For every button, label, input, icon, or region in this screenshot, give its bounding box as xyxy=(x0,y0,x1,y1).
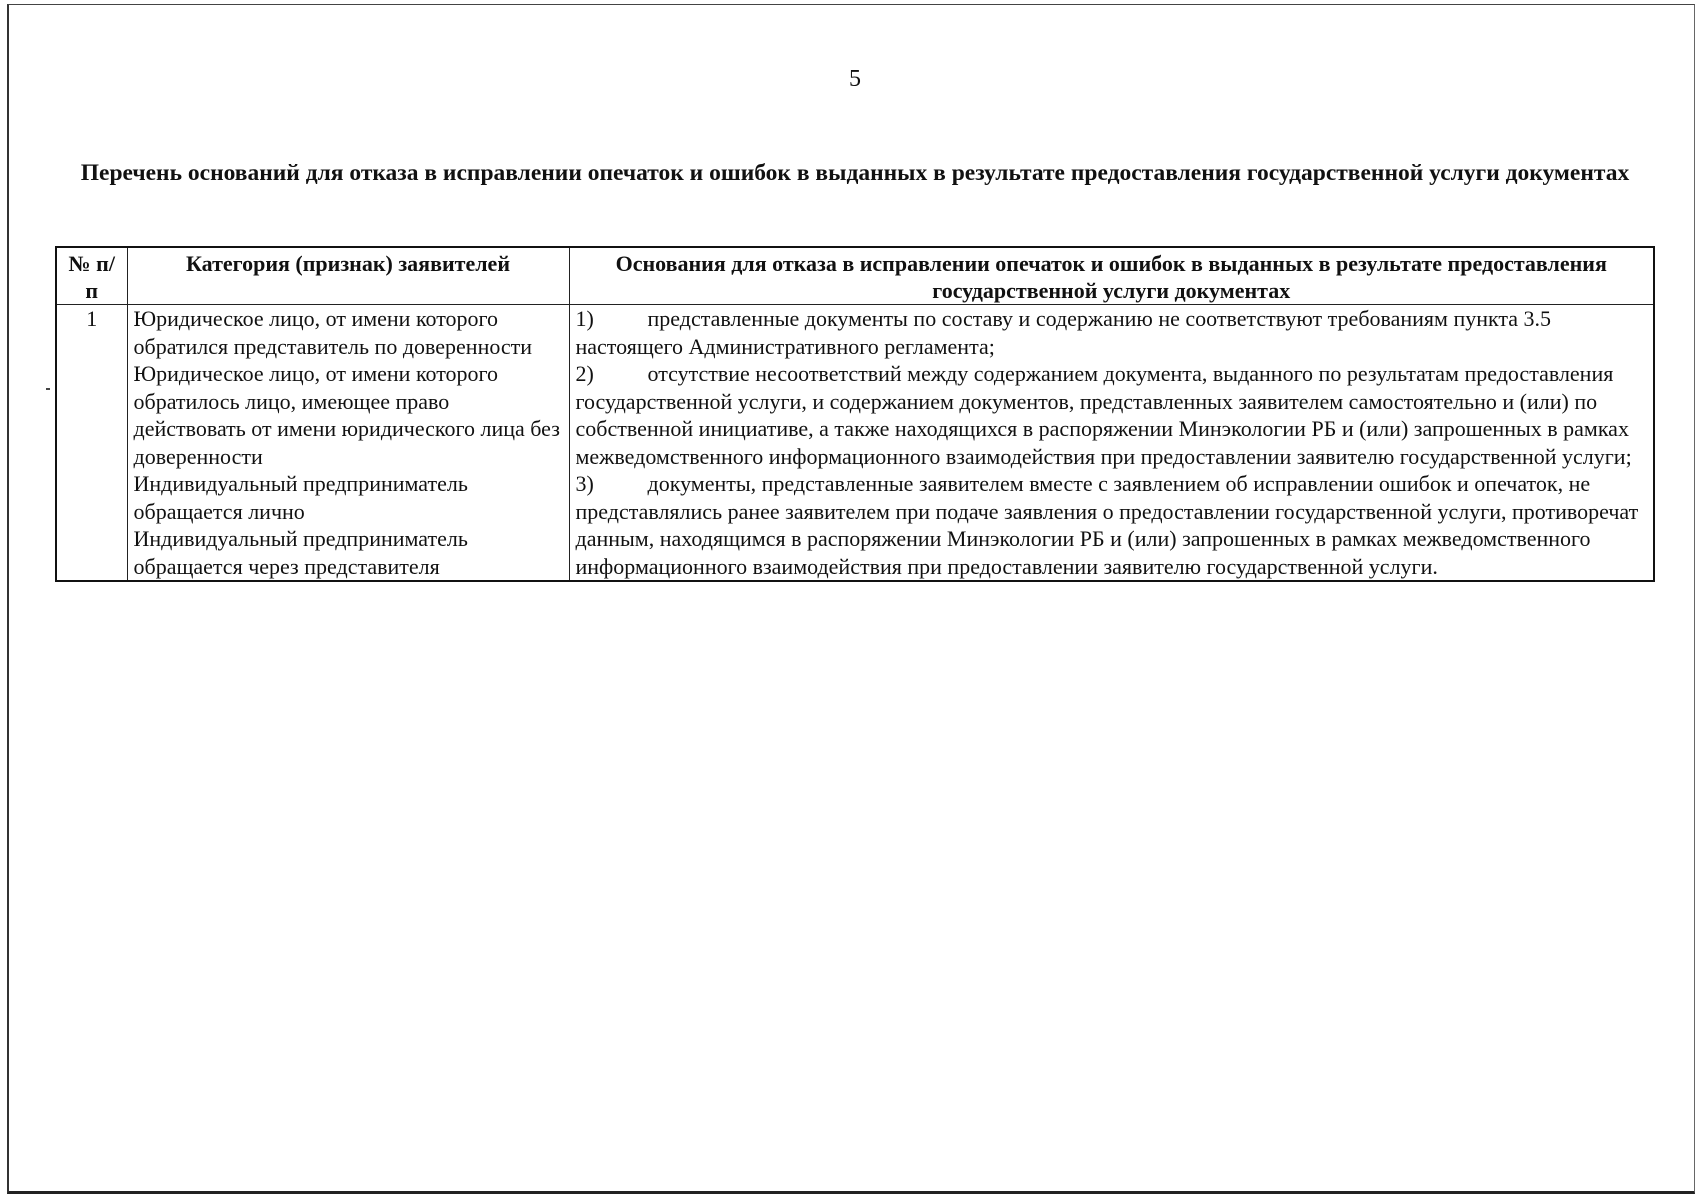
ground-item xyxy=(576,470,1648,580)
row-number: 1 xyxy=(56,305,127,582)
category-item: Индивидуальный предприниматель обращается лично xyxy=(133,471,468,524)
category-item: Юридическое лицо, от имени которого обратилось лицо, имеющее право действовать от имени юридического лица без доверенности xyxy=(133,361,560,469)
header-category: Категория (признак) заявителей xyxy=(127,247,569,305)
ground-marker: 2) xyxy=(575,361,594,386)
category-item: Индивидуальный предприниматель обращается через представителя xyxy=(133,526,468,579)
table-header-row xyxy=(56,247,1654,305)
category-item: Юридическое лицо, от имени которого обратился представитель по доверенности xyxy=(133,306,533,359)
applicant-categories xyxy=(127,305,569,582)
ground-text: документы, представленные заявителем вместе с заявлением об исправлении ошибок и опечаток, не представлялись ранее заявителем при подаче заявления о предоставлении государственной услуги, противоречат данным, находящимся в распоряжении Минэкологии РБ и (или) запрошенных в рамках межведомственного информационного взаимодействия при предоставлении заявителю государственной услуги. xyxy=(575,471,1639,579)
page-number: 5 xyxy=(849,66,861,92)
ground-item xyxy=(576,360,1648,470)
header-grounds: Основания для отказа в исправлении опечаток и ошибок в выданных в результате предоставления государственной услуги документах xyxy=(569,247,1654,305)
ground-text: представленные документы по составу и содержанию не соответствуют требованиям пункта 3.5 настоящего Административного регламента; xyxy=(575,306,1552,359)
refusal-grounds-table xyxy=(55,246,1655,582)
ground-marker: 3) xyxy=(575,471,594,496)
margin-mark xyxy=(46,388,50,390)
ground-item xyxy=(576,305,1648,360)
refusal-grounds xyxy=(569,305,1654,582)
header-num: № п/п xyxy=(56,247,127,305)
table-row xyxy=(56,305,1654,582)
ground-marker: 1) xyxy=(575,306,594,331)
document-title: Перечень оснований для отказа в исправлении опечаток и ошибок в выданных в результате предоставления государственной услуги документах xyxy=(80,160,1630,186)
ground-text: отсутствие несоответствий между содержанием документа, выданного по результатам предоставления государственной услуги, и содержанием документов, представленных заявителем самостоятельно и (или) по собственной инициативе, а также находящихся в распоряжении Минэкологии РБ и (или) запрошенных в рамках межведомственного информационного взаимодействия при предоставлении заявителю государственной услуги; xyxy=(575,361,1632,469)
